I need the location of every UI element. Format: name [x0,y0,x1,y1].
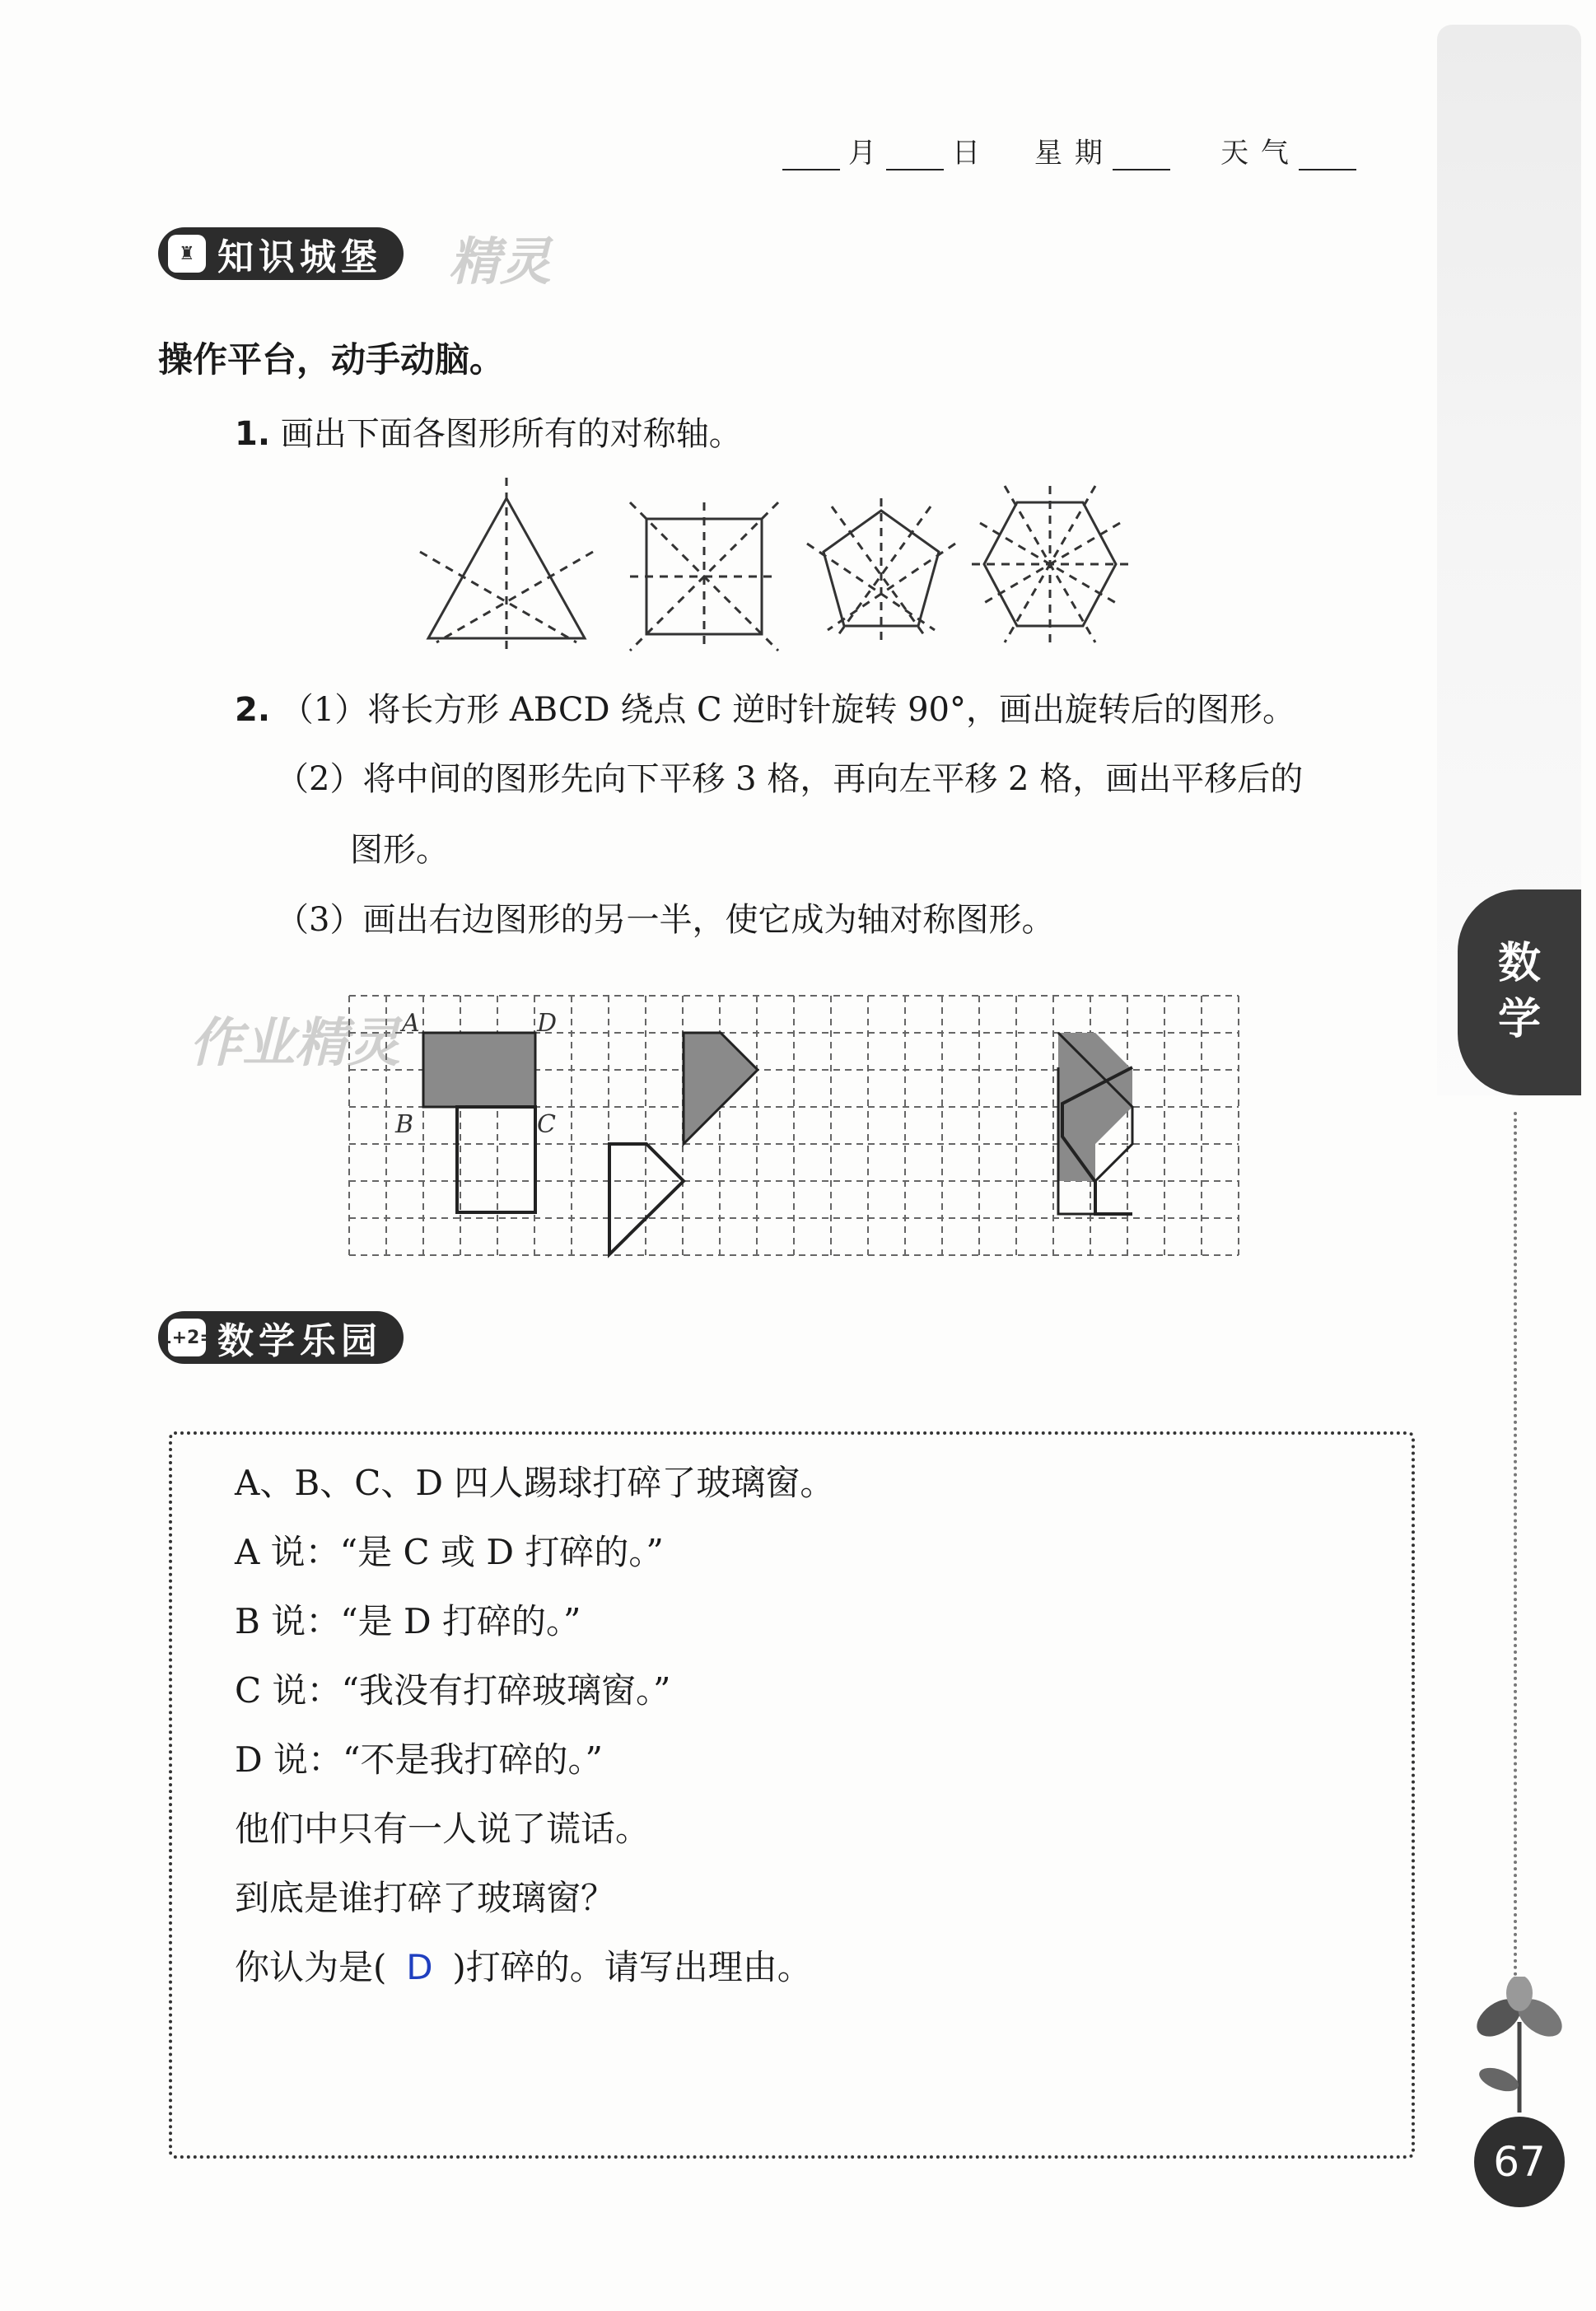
label-c: C [537,1110,556,1139]
hexagon-figure [972,486,1128,642]
story-line-2: A 说：“是 C 或 D 打碎的。” [235,1532,664,1572]
question-1-text: 画出下面各图形所有的对称轴。 [280,415,742,453]
answer-prompt-before: 你认为是( [235,1947,387,1987]
subject-tab-char-2: 学 [1497,995,1541,1044]
section-2-title-text: 数学乐园 [217,1320,382,1362]
grid-figure [346,988,1252,1260]
label-a: A [402,1009,420,1038]
story-line-5: D 说：“不是我打碎的。” [235,1739,603,1780]
side-dotted-line [1514,1112,1517,2010]
date-weather-header [774,130,1365,170]
label-d: D [537,1009,558,1038]
question-2-part-2: （2）将中间的图形先向下平移 3 格，再向左平移 2 格，画出平移后的 [276,760,1304,798]
subject-tab-char-1: 数 [1497,939,1541,989]
question-2-part-1-text: （1）将长方形 ABCD 绕点 C 逆时针旋转 90°，画出旋转后的图形。 [280,691,1295,729]
story-line-6: 他们中只有一人说了谎话。 [235,1809,651,1849]
watermark-text: 精灵 [449,231,552,292]
section-title-text: 知识城堡 [217,236,382,278]
day-blank[interactable] [886,144,944,170]
weather-blank[interactable] [1299,144,1356,170]
intro-heading: 操作平台，动手动脑。 [158,339,505,380]
blackboard-icon: 1+2= [168,1319,206,1356]
castle-icon: ♜ [168,235,206,273]
story-line-7: 到底是谁打碎了玻璃窗？ [235,1878,616,1918]
story-line-1: A、B、C、D 四人踢球打碎了玻璃窗。 [235,1463,835,1503]
question-2-part-2-cont: 图形。 [350,831,449,869]
question-2-part-1 [235,690,1295,730]
grid-watermark: 作业精灵 [189,1013,400,1074]
month-label: 月 [848,137,878,170]
month-blank[interactable] [782,144,840,170]
weekday-blank[interactable] [1113,144,1170,170]
question-2-part-3: （3）画出右边图形的另一半，使它成为轴对称图形。 [276,901,1055,939]
triangle-figure [420,478,593,655]
answer-prompt-after: )打碎的。请写出理由。 [452,1947,812,1987]
question-1 [235,414,742,454]
subject-tab [1458,889,1581,1095]
weekday-label: 星 期 [1034,137,1104,170]
day-label: 日 [952,137,982,170]
flower-icon [1462,1977,1577,2117]
label-b: B [395,1110,414,1139]
story-line-3: B 说：“是 D 打碎的。” [235,1601,581,1641]
rotated-rectangle [457,1107,535,1212]
question-2-number: 2. [235,691,271,729]
answer-value[interactable]: D [406,1947,433,1987]
weather-label: 天 气 [1220,137,1290,170]
story-line-4: C 说：“我没有打碎玻璃窗。” [235,1670,671,1711]
page-number: 67 [1474,2117,1565,2207]
section-title-knowledge-castle [158,227,404,280]
right-half-shape [1058,1033,1132,1181]
story-line-8 [235,1940,812,1990]
pentagon-figure [807,498,955,642]
section-title-math-garden [158,1311,404,1364]
symmetry-figures [412,478,1169,659]
rectangle-abcd [423,1033,535,1107]
square-figure [630,502,778,651]
question-1-number: 1. [235,415,271,453]
